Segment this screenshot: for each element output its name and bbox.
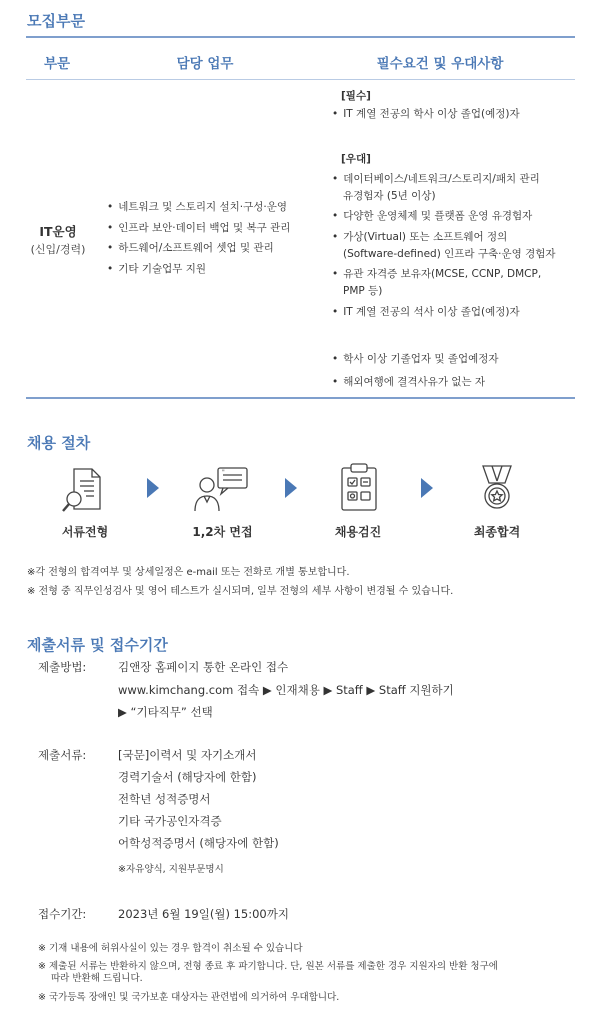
required-item: • IT 계열 전공의 학사 이상 졸업(예정)자 — [332, 106, 520, 123]
method-line: 김앤장 홈페이지 통한 온라인 접수 — [118, 660, 289, 674]
header-requirements: 필수요건 및 우대사항 — [376, 56, 504, 72]
footnote: ※ 제출된 서류는 반환하지 않으며, 전형 종료 후 파기합니다. 단, 원본 서류를 제출한 경우 지원자의 반환 청구에 따라 반환해 드립니다. — [38, 961, 498, 984]
doc-item: 전학년 성적증명서 — [118, 792, 211, 806]
duty-item: • 기타 기술업무 지원 — [107, 259, 290, 280]
dept-name: IT운영 — [39, 224, 77, 239]
arrow-right-icon — [421, 478, 433, 498]
required-list — [332, 106, 520, 123]
preferred-item: • 가상(Virtual) 또는 소프트웨어 정의 (Software-defined) 인프라 구축·운영 경험자 — [332, 229, 556, 263]
header-dept: 부문 — [43, 56, 71, 72]
recruit-section-title: 모집부문 — [27, 12, 85, 30]
step-label: 최종합격 — [473, 525, 521, 539]
header-bottom-rule — [26, 79, 575, 80]
doc-item: 기타 국가공인자격증 — [118, 814, 222, 828]
header-top-rule — [26, 36, 575, 38]
preferred-item: • IT 계열 전공의 석사 이상 졸업(예정)자 — [332, 304, 556, 321]
preferred-item: • 다양한 운영체제 및 플랫폼 운영 유경험자 — [332, 208, 556, 225]
general-requirement-list — [332, 351, 499, 391]
submit-section-title: 제출서류 및 접수기간 — [27, 636, 168, 654]
general-item: • 학사 이상 기졸업자 및 졸업예정자 — [332, 351, 499, 368]
medical-checkup-icon — [336, 462, 382, 518]
required-title: [필수] — [341, 90, 371, 102]
preferred-list — [332, 171, 556, 321]
medal-icon — [475, 463, 519, 519]
preferred-item: • 유관 자격증 보유자(MCSE, CCNP, DMCP, PMP 등) — [332, 266, 556, 300]
doc-item: [국문]이력서 및 자기소개서 — [118, 748, 257, 762]
dept-subtitle: (신입/경력) — [30, 243, 86, 256]
duty-list — [107, 197, 290, 279]
general-item: • 해외여행에 결격사유가 없는 자 — [332, 374, 499, 391]
period-label: 접수기간: — [38, 907, 87, 921]
method-label: 제출방법: — [38, 660, 87, 674]
document-search-icon — [60, 465, 110, 519]
process-note: ※각 전형의 합격여부 및 상세일정은 e-mail 또는 전화로 개별 통보합니다. — [27, 567, 350, 578]
arrow-right-icon — [285, 478, 297, 498]
doc-item: 경력기술서 (해당자에 한함) — [118, 770, 257, 784]
duty-item: • 인프라 보안·데이터 백업 및 복구 관리 — [107, 218, 290, 239]
footnote: ※ 국가등록 장애인 및 국가보훈 대상자는 관련법에 의거하여 우대합니다. — [38, 992, 340, 1003]
doc-item: 어학성적증명서 (해당자에 한함) — [118, 836, 279, 850]
step-label: 서류전형 — [61, 525, 109, 539]
docs-note: ※자유양식, 지원부문명시 — [118, 864, 224, 875]
process-section-title: 채용 절차 — [27, 434, 91, 452]
period-value: 2023년 6월 19일(월) 15:00까지 — [118, 907, 289, 921]
arrow-right-icon — [147, 478, 159, 498]
duty-item: • 네트워크 및 스토리지 설치·구성·운영 — [107, 197, 290, 218]
method-line: www.kimchang.com 접속 ▶ 인재채용 ▶ Staff ▶ Staff 지원하기 — [118, 683, 454, 697]
method-line: ▶ “기타직무” 선택 — [118, 705, 213, 719]
process-note: ※ 전형 중 직무인성검사 및 영어 테스트가 실시되며, 일부 전형의 세부 사항이 변경될 수 있습니다. — [27, 586, 454, 597]
duty-item: • 하드웨어/소프트웨어 셋업 및 관리 — [107, 238, 290, 259]
interview-person-icon — [192, 465, 250, 519]
step-label: 채용검진 — [334, 525, 382, 539]
step-label: 1,2차 면접 — [192, 525, 253, 539]
svg-text:": " — [222, 469, 225, 476]
table-bottom-rule — [26, 397, 575, 399]
footnote: ※ 기재 내용에 허위사실이 있는 경우 합격이 취소될 수 있습니다 — [38, 943, 303, 954]
preferred-item: • 데이터베이스/네트워크/스토리지/패치 관리 유경험자 (5년 이상) — [332, 171, 556, 205]
header-duty: 담당 업무 — [176, 56, 234, 72]
docs-label: 제출서류: — [38, 748, 87, 762]
preferred-title: [우대] — [341, 153, 371, 165]
